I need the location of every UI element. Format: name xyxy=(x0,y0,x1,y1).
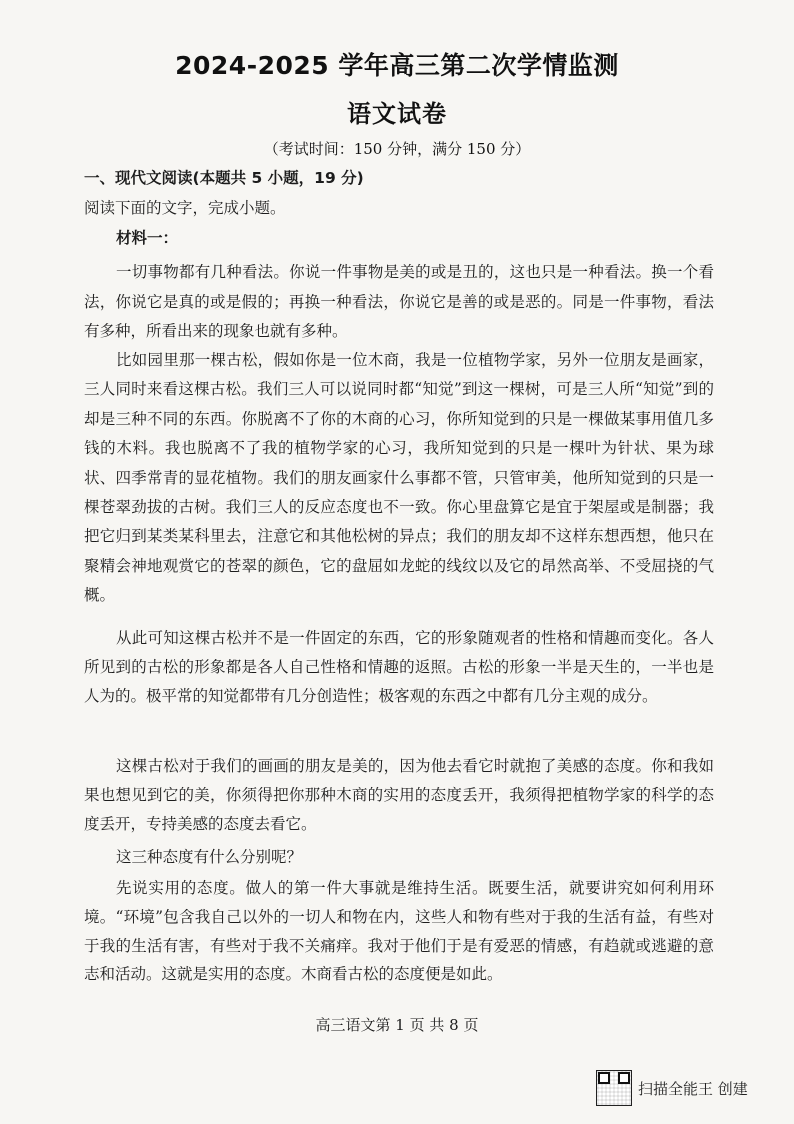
paragraph-1: 一切事物都有几种看法。你说一件事物是美的或是丑的，这也只是一种看法。换一个看法，你说它是真的或是假的；再换一种看法，你说它是善的或是恶的。同是一件事物，看法有多种，所看出来的现象也就有多种。 xyxy=(84,263,714,341)
paragraph-6: 先说实用的态度。做人的第一件大事就是维持生活。既要生活，就要讲究如何利用环境。“环境”包含我自己以外的一切人和物在内，这些人和物有些对于我的生活有益，有些对于我的生活有害，有些对于我不关痛痒。我对于他们于是有爱恶的情感，有趋就或逃避的意志和活动。这就是实用的态度。木商看古松的态度便是如此。 xyxy=(84,879,714,984)
exam-info: （考试时间：150 分钟，满分 150 分） xyxy=(263,140,531,158)
subject-title: 语文试卷 xyxy=(347,100,447,128)
qr-code-icon xyxy=(596,1070,632,1106)
paragraph-2: 比如园里那一棵古松，假如你是一位木商，我是一位植物学家，另外一位朋友是画家，三人同时来看这棵古松。我们三人可以说同时都“知觉”到这一棵树，可是三人所“知觉”到的却是三种不同的东西。你脱离不了你的木商的心习，你所知觉到的只是一棵做某事用值几多钱的木料。我也脱离不了我的植物学家的心习，我所知觉到的只是一棵叶为针状、果为球状、四季常青的显花植物。我们的朋友画家什么事都不管，只管审美，他所知觉到的只是一棵苍翠劲拔的古树。我们三人的反应态度也不一致。你心里盘算它是宜于架屋或是制器；我把它归到某类某科里去，注意它和其他松树的异点；我们的朋友却不这样东想西想，他只在聚精会神地观赏它的苍翠的颜色，它的盘屈如龙蛇的线纹以及它的昂然高举、不受屈挠的气概。 xyxy=(84,351,714,605)
watermark-text: 扫描全能王 创建 xyxy=(638,1080,748,1098)
paragraph-3: 从此可知这棵古松并不是一件固定的东西，它的形象随观者的性格和情趣而变化。各人所见到的古松的形象都是各人自己性格和情趣的返照。古松的形象一半是天生的，一半也是人为的。极平常的知觉都带有几分创造性；极客观的东西之中都有几分主观的成分。 xyxy=(84,629,714,705)
scanner-watermark xyxy=(596,1070,794,1110)
instruction-text: 阅读下面的文字，完成小题。 xyxy=(84,199,286,217)
exam-title: 2024-2025 学年高三第二次学情监测 xyxy=(175,51,619,80)
page-footer: 高三语文第 1 页 共 8 页 xyxy=(315,1016,479,1034)
material-label: 材料一： xyxy=(116,229,179,247)
paragraph-5: 这三种态度有什么分别呢？ xyxy=(116,848,303,866)
paragraph-4: 这棵古松对于我们的画画的朋友是美的，因为他去看它时就抱了美感的态度。你和我如果也想见到它的美，你须得把你那种木商的实用的态度丢开，我须得把植物学家的科学的态度丢开，专持美感的态度去看它。 xyxy=(84,757,714,833)
section-heading: 一、现代文阅读(本题共 5 小题，19 分) xyxy=(84,169,364,187)
